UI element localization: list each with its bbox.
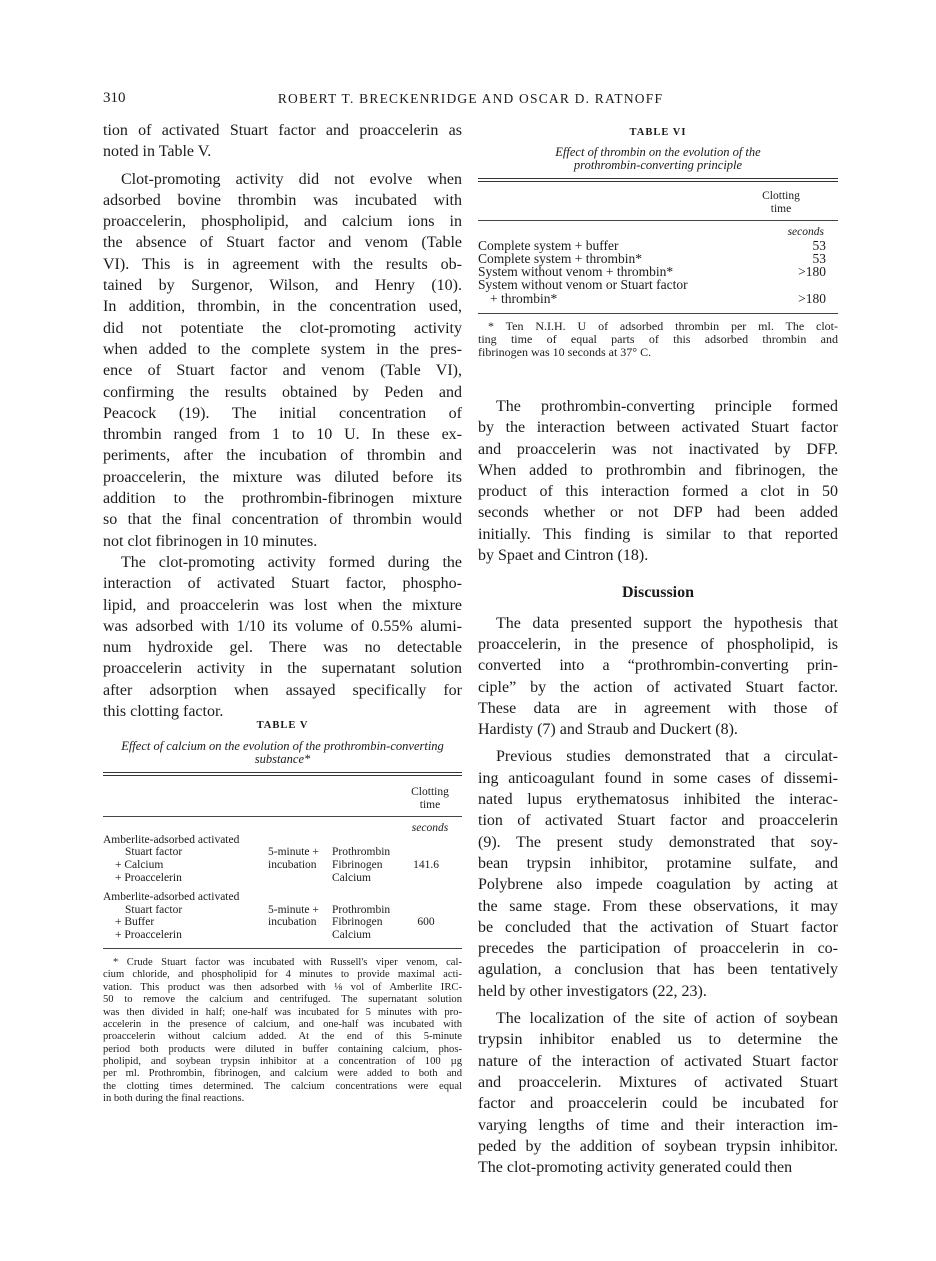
cell-line: Fibrinogen [332, 916, 383, 929]
left-column-text [103, 120, 462, 722]
cell-line: 5-minute + [268, 846, 319, 859]
text-line: product of this interaction formed a clot in 50 [478, 483, 838, 501]
table-bottom-rule [478, 313, 838, 314]
cell-line: + Proaccelerin [115, 929, 182, 942]
cell-line: + Calcium [115, 859, 164, 872]
text-line: (9). The present study demonstrated that soy- [478, 833, 838, 851]
clotting-time-cell: >180 [798, 290, 826, 306]
footnote-line: 50 to remove the calcium and centrifuged. The supernatant solution [103, 994, 462, 1006]
table-row [478, 265, 838, 278]
row-label-cell [478, 265, 673, 278]
text-line: In addition, thrombin, in the concentration used, [103, 298, 462, 316]
text-line: proaccelerin, the mixture was diluted before its [103, 468, 462, 486]
text-line: VI). This is in agreement with the results ob- [103, 255, 462, 273]
table-v-unit: seconds [411, 821, 449, 834]
text-line: the same stage. From these observations, it may [478, 897, 838, 915]
text-line: Peacock (19). The initial concentration of [103, 404, 462, 422]
component-cell [103, 834, 239, 885]
table-row [478, 239, 838, 252]
table-v-column-header [398, 786, 462, 812]
table-vi-caption [478, 146, 838, 172]
cell-line: + thrombin* [490, 290, 558, 306]
text-line: The prothrombin-converting principle formed [496, 398, 838, 415]
text-line: periments, after the incubation of thrombin and [103, 447, 462, 465]
text-line: ence of Stuart factor and venom (Table VI), [103, 362, 462, 380]
paragraph [478, 396, 838, 566]
running-header [103, 90, 838, 110]
paragraph [478, 746, 838, 1002]
running-header-authors: ROBERT T. BRECKENRIDGE AND OSCAR D. RATNOFF [277, 91, 664, 106]
table-v-body [103, 834, 462, 942]
row-label-cell [478, 278, 688, 305]
text-line: interaction of activated Stuart factor, phospho- [103, 575, 462, 593]
text-line: be concluded that the activation of Stuart factor [478, 918, 838, 936]
text-line: ciple” by the action of activated Stuart factor. [478, 678, 838, 696]
text-line: Polybrene also impede coagulation by acting at [478, 876, 838, 894]
text-line: proaccelerin, phospholipid, and calcium ions in [103, 213, 462, 231]
text-line: confirming the results obtained by Peden and [103, 383, 462, 401]
table-header-rule [103, 816, 462, 817]
cell-line: Prothrombin [332, 903, 391, 916]
footnote-line: * Crude Stuart factor was incubated with Russell's viper venom, cal- [113, 956, 462, 968]
paragraph [478, 1008, 838, 1178]
cell-line: + Buffer [115, 916, 155, 929]
clotting-time-cell: 600 [417, 916, 435, 929]
clotting-time-cell: 53 [812, 250, 826, 266]
table-v-caption [103, 740, 462, 766]
table-v-title: TABLE V [256, 720, 309, 731]
text-line: thrombin ranged from 1 to 10 U. In these ex- [103, 426, 462, 444]
text-line: tion of activated Stuart factor and proaccelerin as [103, 122, 462, 139]
text-line: not clot fibrinogen in 10 minutes. [103, 532, 318, 550]
text-line: varying lengths of time and their interaction im- [478, 1116, 838, 1134]
text-line: initially. This finding is similar to that reported [478, 525, 838, 543]
text-line: noted in Table V. [103, 143, 212, 161]
table-header-rule [478, 220, 838, 221]
cell-line: incubation [268, 916, 317, 929]
text-line: by Spaet and Cintron (18). [478, 547, 649, 565]
footnote-line: the clotting times determined. The calcium concentrations were equal [103, 1080, 462, 1092]
text-line: tion of activated Stuart factor and proaccelerin [478, 812, 838, 830]
table-vi-footnote [478, 320, 838, 359]
cell-line: Fibrinogen [332, 859, 383, 872]
header-line: time [419, 798, 441, 811]
cell-line: Complete system + thrombin* [478, 250, 642, 266]
caption-line: substance* [254, 752, 311, 766]
text-line: when added to the complete system in the pres- [103, 340, 462, 358]
section-heading-discussion: Discussion [621, 584, 695, 602]
row-label-cell [478, 239, 618, 252]
text-line: peded by the addition of soybean trypsin inhibitor. [478, 1137, 838, 1155]
text-line: addition to the prothrombin-fibrinogen mixture [103, 490, 462, 508]
reagents-cell [332, 846, 390, 884]
cell-line: Calcium [332, 871, 371, 884]
text-line: by the interaction between activated Stuart factor [478, 419, 838, 437]
cell-line: Stuart factor [125, 903, 183, 916]
cell-line: System without venom or Stuart factor [478, 277, 688, 293]
text-line: seconds whether or not DFP had been added [478, 504, 838, 522]
table-vi-unit: seconds [787, 225, 824, 238]
right-column-text [478, 396, 838, 1178]
row-label-cell [478, 252, 642, 265]
caption-line: prothrombin-converting principle [573, 158, 743, 172]
footnote-line: in both during the final reactions. [103, 1093, 245, 1105]
cell-line: Complete system + buffer [478, 237, 619, 253]
text-line: The data presented support the hypothesis that [496, 614, 838, 632]
reagents-cell [332, 904, 390, 942]
table-row [103, 834, 462, 885]
text-line: The clot-promoting activity formed during the [121, 553, 462, 571]
cell-line: System without venom + thrombin* [478, 264, 674, 280]
table-v [103, 720, 462, 1106]
text-line: The clot-promoting activity generated could then [478, 1159, 793, 1177]
cell-line: Amberlite-adsorbed activated [103, 890, 240, 903]
text-line: after adsorption when assayed specifically for [103, 681, 462, 699]
header-line: Clotting [762, 190, 800, 202]
text-line: held by other investigators (22, 23). [478, 982, 707, 1000]
footnote-line: period both products were diluted in buffer containing calcium, phos- [103, 1043, 462, 1055]
footnote-line: was then divided in half; one-half was incubated for 5 minutes with pro- [103, 1006, 462, 1018]
text-line: precedes the participation of proaccelerin in co- [478, 940, 838, 958]
component-cell [103, 891, 239, 942]
header-line: time [770, 202, 792, 215]
text-line: ing anticoagulant found in some cases of dissemi- [478, 769, 838, 787]
paragraph [103, 120, 462, 163]
text-line: Hardisty (7) and Straub and Duckert (8). [478, 721, 738, 739]
clotting-time-cell: 141.6 [413, 859, 439, 872]
paragraph [103, 552, 462, 722]
paragraph [103, 169, 462, 552]
table-v-footnote [103, 957, 462, 1106]
table-row [478, 278, 838, 305]
text-line: These data are in agreement with those of [478, 699, 838, 717]
cell-line: 5-minute + [268, 903, 319, 916]
text-line: factor and proaccelerin could be incubated for [478, 1095, 838, 1113]
text-line: was adsorbed with 1/10 its volume of 0.55% alumi- [103, 617, 462, 635]
text-line: converted into a “prothrombin-converting prin- [478, 657, 838, 675]
cell-line: Prothrombin [332, 846, 391, 859]
clotting-time-cell: 53 [812, 237, 826, 253]
footnote-line: pholipid, and soybean trypsin inhibitor at a concentration of 100 µg [103, 1056, 462, 1068]
clotting-time-cell: >180 [798, 264, 826, 280]
footnote-line: ting time of equal parts of this adsorbed thrombin and [478, 332, 838, 347]
text-line: num hydroxide gel. There was no detectable [103, 639, 462, 657]
text-line: agulation, a conclusion that has been tentatively [478, 961, 838, 979]
text-line: bean trypsin inhibitor, protamine sulfate, and [478, 854, 838, 872]
treatment-cell [268, 846, 319, 872]
footnote-line: fibrinogen was 10 seconds at 37° C. [478, 345, 652, 360]
text-line: When added to prothrombin and fibrinogen, the [478, 461, 838, 479]
cell-line: Amberlite-adsorbed activated [103, 833, 240, 846]
table-vi [478, 127, 838, 359]
caption-line: Effect of calcium on the evolution of the prothrombin-converting [121, 739, 444, 753]
text-line: The localization of the site of action of soybean [496, 1010, 838, 1028]
table-vi-title: TABLE VI [629, 127, 687, 138]
cell-line: Calcium [332, 929, 371, 942]
table-top-rule [478, 178, 838, 182]
text-line: and proaccelerin. Mixtures of activated Stuart [478, 1073, 838, 1091]
text-line: trypsin inhibitor enabled us to determine the [478, 1031, 838, 1049]
text-line: the absence of Stuart factor and venom (Table [103, 234, 462, 252]
footnote-line: per ml. Prothrombin, fibrinogen, and calcium were added to both and [103, 1068, 462, 1080]
cell-line: Stuart factor [125, 846, 183, 859]
table-top-rule [103, 772, 462, 776]
text-line: proaccelerin activity in the supernatant solution [103, 660, 462, 678]
text-line: lipid, and proaccelerin was lost when the mixture [103, 596, 462, 614]
text-line: tained by Surgenor, Wilson, and Henry (10). [103, 277, 462, 295]
table-row [478, 252, 838, 265]
cell-line: incubation [268, 859, 317, 872]
header-line: Clotting [411, 786, 449, 798]
text-line: nated lupus erythematosus inhibited the interac- [478, 791, 838, 809]
text-line: Previous studies demonstrated that a circulat- [496, 748, 838, 766]
caption-line: Effect of thrombin on the evolution of the [555, 145, 761, 159]
text-line: Clot-promoting activity did not evolve when [121, 170, 462, 188]
footnote-line: cium chloride, and phospholipid for 4 minutes to provide maximal acti- [103, 969, 462, 981]
footnote-line: accelerin in the presence of calcium, and one-half was incubated with [103, 1018, 462, 1030]
table-vi-column-header [746, 190, 816, 216]
table-vi-body [478, 239, 838, 305]
footnote-line: * Ten N.I.H. U of adsorbed thrombin per ml. The clot- [488, 319, 838, 334]
text-line: nature of the interaction of activated Stuart factor [478, 1052, 838, 1070]
table-bottom-rule [103, 948, 462, 949]
text-line: this clotting factor. [103, 703, 224, 721]
text-line: adsorbed bovine thrombin was incubated with [103, 191, 462, 209]
text-line: and proaccelerin was not inactivated by DFP. [478, 440, 838, 458]
cell-line: + Proaccelerin [115, 871, 182, 884]
footnote-line: proaccelerin without calcium added. At the end of this 5-minute [103, 1031, 462, 1043]
paragraph [478, 613, 838, 741]
text-line: proaccelerin, in the presence of phospholipid, is [478, 635, 838, 653]
table-row [103, 891, 462, 942]
treatment-cell [268, 904, 319, 930]
page-number: 310 [103, 90, 126, 106]
text-line: so that the final concentration of thrombin would [103, 511, 462, 529]
footnote-line: vation. This product was then adsorbed with ⅛ vol of Amberlite IRC- [103, 981, 462, 993]
text-line: did not potentiate the clot-promoting activity [103, 319, 462, 337]
